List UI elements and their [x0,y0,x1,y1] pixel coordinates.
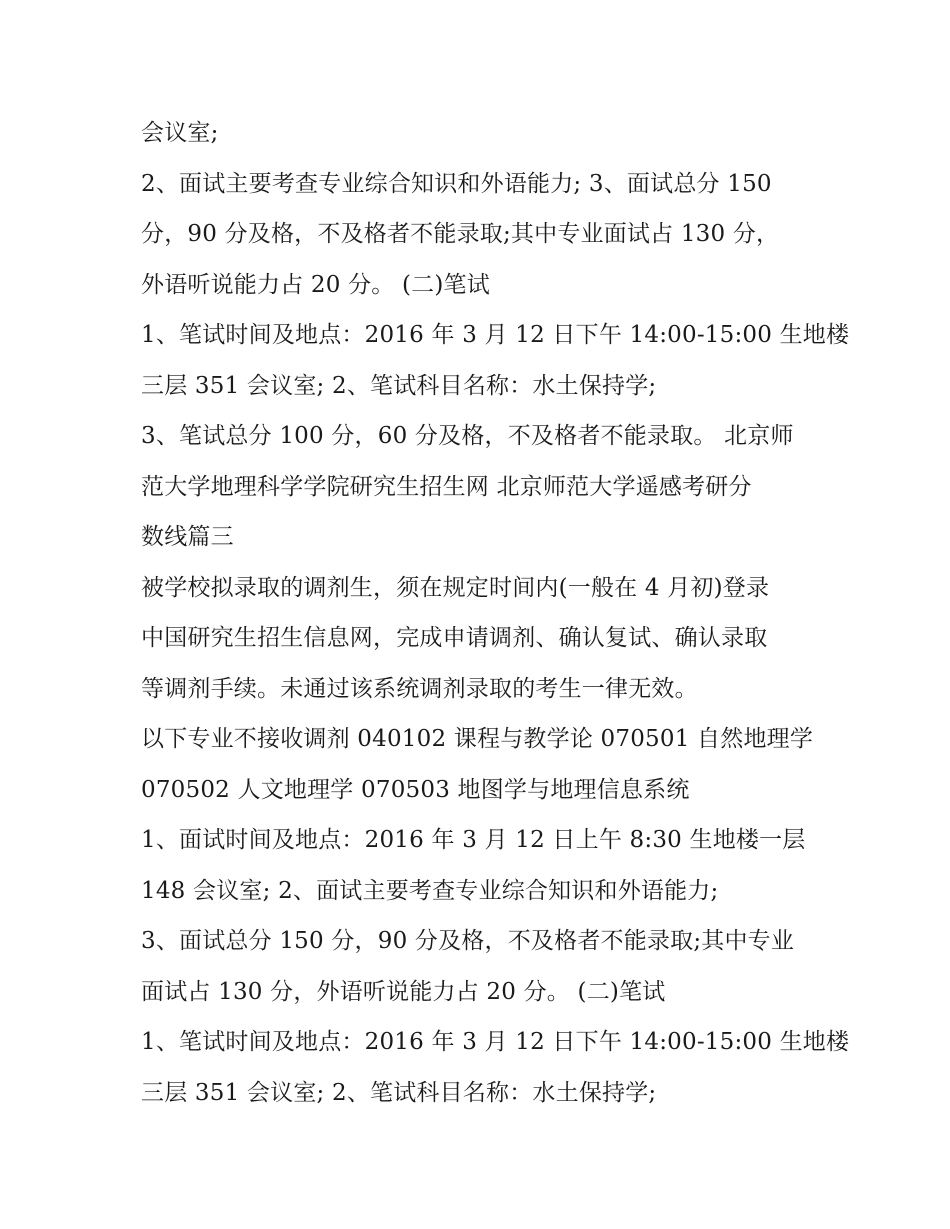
text-line-11: 中国研究生招生信息网，完成申请调剂、确认复试、确认录取 [141,625,768,651]
text-line-4: 外语听说能力占 20 分。 (二)笔试 [141,271,490,298]
text-line-14: 070502 人文地理学 070503 地图学与地理信息系统 [141,776,690,803]
text-line-6: 三层 351 会议室; 2、笔试科目名称：水土保持学; [141,372,657,399]
text-line-16: 148 会议室; 2、面试主要考查专业综合知识和外语能力; [141,877,719,904]
text-line-3: 分，90 分及格，不及格者不能录取;其中专业面试占 130 分， [141,221,780,247]
text-line-13: 以下专业不接收调剂 040102 课程与教学论 070501 自然地理学 [141,726,814,752]
text-line-10: 被学校拟录取的调剂生，须在规定时间内(一般在 4 月初)登录 [141,574,770,601]
text-line-18: 面试占 130 分，外语听说能力占 20 分。 (二)笔试 [141,978,666,1005]
text-line-17: 3、面试总分 150 分，90 分及格，不及格者不能录取;其中专业 [141,928,795,954]
text-line-8: 范大学地理科学学院研究生招生网 北京师范大学遥感考研分 [141,473,752,500]
text-line-5: 1、笔试时间及地点：2016 年 3 月 12 日下午 14:00-15:00 生地楼 [141,322,850,348]
text-line-1: 会议室; [141,120,219,146]
text-line-19: 1、笔试时间及地点：2016 年 3 月 12 日下午 14:00-15:00 生地楼 [141,1029,850,1055]
text-line-7: 3、笔试总分 100 分，60 分及格，不及格者不能录取。 北京师 [141,423,794,449]
text-line-12: 等调剂手续。未通过该系统调剂录取的考生一律无效。 [141,675,698,702]
text-line-9: 数线篇三 [141,524,234,550]
text-line-2: 2、面试主要考查专业综合知识和外语能力; 3、面试总分 150 [141,170,772,197]
text-line-20: 三层 351 会议室; 2、笔试科目名称：水土保持学; [141,1079,657,1106]
document-text-body [141,108,850,1118]
text-line-15: 1、面试时间及地点：2016 年 3 月 12 日上午 8:30 生地楼一层 [141,827,806,853]
